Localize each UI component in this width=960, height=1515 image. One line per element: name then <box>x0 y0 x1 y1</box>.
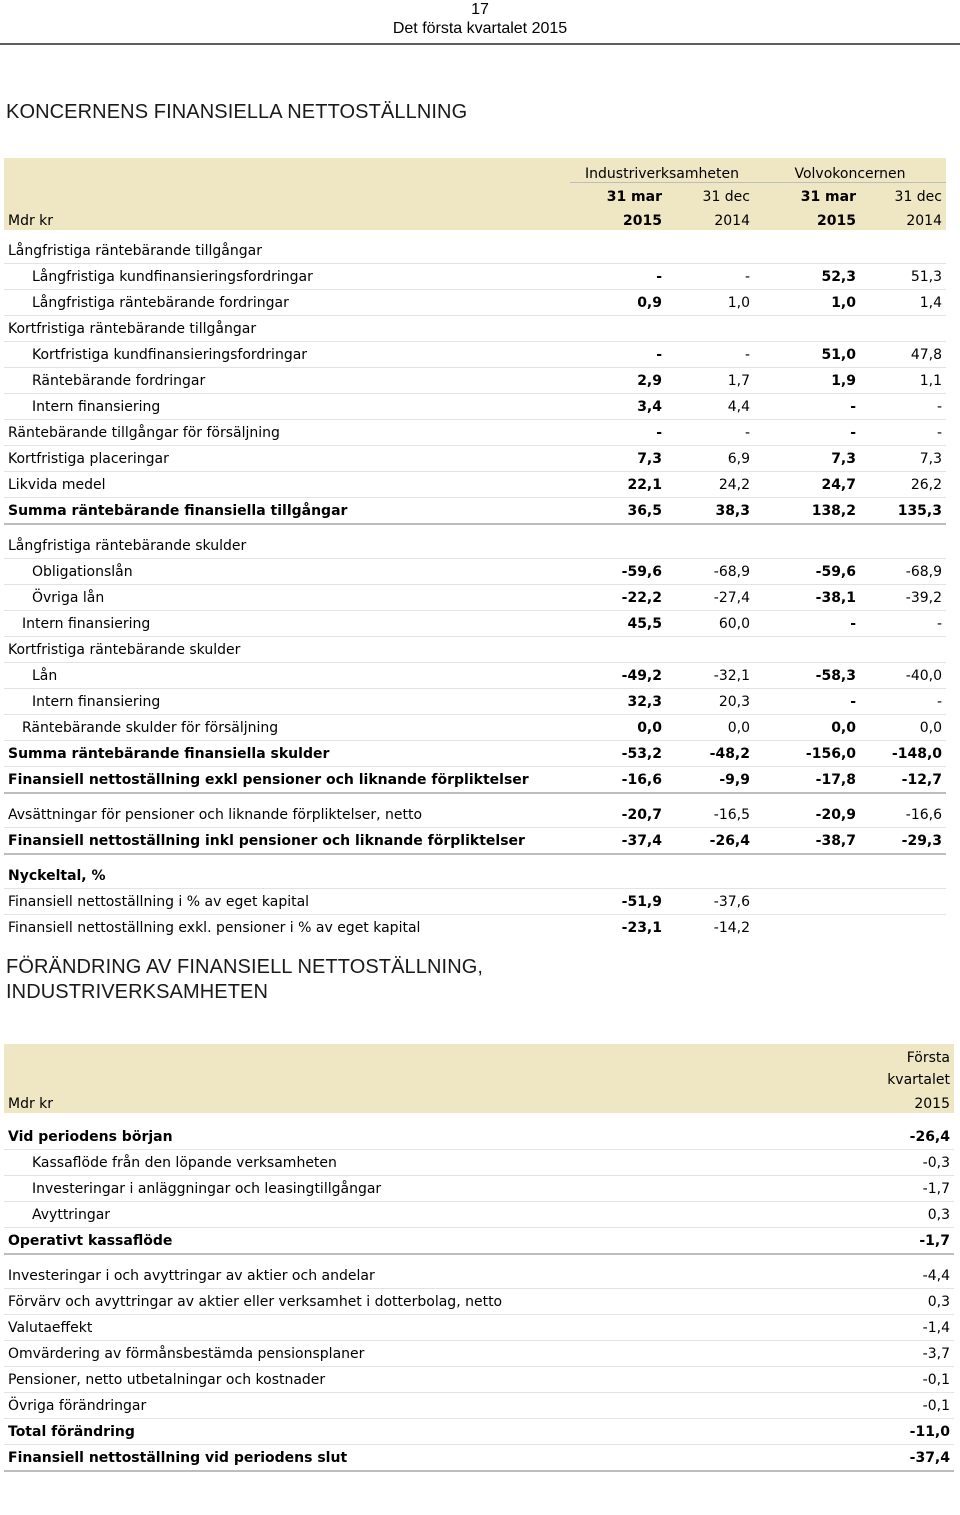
cell-value: -37,4 <box>570 828 666 855</box>
table-header-dates <box>4 183 946 206</box>
cell-value: -40,0 <box>860 663 946 689</box>
row-label: Långfristiga räntebärande tillgångar <box>4 238 570 264</box>
cell-value: 1,7 <box>666 368 754 394</box>
cell-value: 135,3 <box>860 498 946 525</box>
cell-value: 0,0 <box>860 715 946 741</box>
table-row <box>4 637 946 663</box>
cell-value: -20,9 <box>754 802 860 828</box>
cell-value: - <box>754 420 860 446</box>
table-row <box>4 368 946 394</box>
table-row <box>4 1176 954 1202</box>
table-row <box>4 915 946 941</box>
row-label: Långfristiga kundfinansieringsfordringar <box>4 264 570 290</box>
table-row-total <box>4 1228 954 1255</box>
cell-value: -51,9 <box>570 889 666 915</box>
cell-value: -1,4 <box>824 1315 954 1341</box>
cell-value: - <box>666 342 754 368</box>
cell-value: 0,0 <box>570 715 666 741</box>
cell-value: 1,4 <box>860 290 946 316</box>
table-row <box>4 863 946 889</box>
cell-value: 0,3 <box>824 1202 954 1228</box>
cell-value: - <box>666 264 754 290</box>
cell-value: -17,8 <box>754 767 860 794</box>
table-row <box>4 1202 954 1228</box>
cell-value: 24,7 <box>754 472 860 498</box>
group-industrial: Industriverksamheten <box>570 158 754 183</box>
cell-value: -29,3 <box>860 828 946 855</box>
table-row <box>4 1315 954 1341</box>
cell-value: 38,3 <box>666 498 754 525</box>
table-header <box>4 1044 954 1066</box>
cell-value: 20,3 <box>666 689 754 715</box>
cell-value: 60,0 <box>666 611 754 637</box>
col-header-date: 31 mar <box>570 183 666 206</box>
table-row-total <box>4 741 946 767</box>
table-row <box>4 316 946 342</box>
col-header-year: 2015 <box>570 205 666 230</box>
table-row <box>4 342 946 368</box>
cell-value: -68,9 <box>666 559 754 585</box>
cell-value: 52,3 <box>754 264 860 290</box>
cell-value: 1,0 <box>666 290 754 316</box>
cell-value: 138,2 <box>754 498 860 525</box>
row-label: Investeringar i anläggningar och leasingtillgångar <box>4 1176 824 1202</box>
col-header: kvartalet <box>824 1066 954 1088</box>
row-label: Valutaeffekt <box>4 1315 824 1341</box>
cell-value: -16,5 <box>666 802 754 828</box>
row-label: Lån <box>4 663 570 689</box>
cell-value: - <box>860 689 946 715</box>
col-header-date: 31 mar <box>754 183 860 206</box>
cell-value: 1,1 <box>860 368 946 394</box>
row-label: Summa räntebärande finansiella skulder <box>4 741 570 767</box>
row-label: Finansiell nettoställning inkl pensioner och liknande förpliktelser <box>4 828 570 855</box>
table-header <box>4 1066 954 1088</box>
row-label: Kortfristiga kundfinansieringsfordringar <box>4 342 570 368</box>
table-row-total <box>4 1419 954 1445</box>
table-row-total <box>4 828 946 855</box>
cell-value: -27,4 <box>666 585 754 611</box>
table-header <box>4 1088 954 1113</box>
table-row <box>4 1263 954 1289</box>
cell-value: -23,1 <box>621 919 662 936</box>
row-label: Finansiell nettoställning i % av eget kapital <box>4 889 570 915</box>
cell-value: 1,0 <box>754 290 860 316</box>
cell-value: - <box>754 394 860 420</box>
table-row <box>4 394 946 420</box>
cell-value: 47,8 <box>860 342 946 368</box>
page-number: 17 <box>471 1 489 18</box>
row-label: Kortfristiga räntebärande skulder <box>4 637 570 663</box>
row-label: Övriga lån <box>4 585 570 611</box>
table-header-years <box>4 205 946 230</box>
table-row <box>4 290 946 316</box>
cell-value: -1,7 <box>824 1176 954 1202</box>
row-label: Långfristiga räntebärande skulder <box>4 533 570 559</box>
row-label: Finansiell nettoställning exkl. pensioner i % av eget kapital <box>8 919 421 936</box>
cell-value: -53,2 <box>570 741 666 767</box>
cell-value: -4,4 <box>824 1263 954 1289</box>
cell-value: 26,2 <box>860 472 946 498</box>
cell-value: -20,7 <box>570 802 666 828</box>
row-label: Operativt kassaflöde <box>4 1228 824 1255</box>
cell-value: - <box>860 611 946 637</box>
unit-label: Mdr kr <box>4 205 570 230</box>
cell-value: -3,7 <box>824 1341 954 1367</box>
cell-value: 0,0 <box>754 715 860 741</box>
table-row <box>4 585 946 611</box>
table-row <box>4 1367 954 1393</box>
cell-value: -58,3 <box>754 663 860 689</box>
cell-value: 2,9 <box>570 368 666 394</box>
report-title: Det första kvartalet 2015 <box>392 20 568 37</box>
row-label: Nyckeltal, % <box>4 863 570 889</box>
cell-value: - <box>860 420 946 446</box>
cell-value: 4,4 <box>666 394 754 420</box>
cell-value: - <box>754 689 860 715</box>
cell-value: - <box>570 342 666 368</box>
cell-value: 24,2 <box>666 472 754 498</box>
cell-value: -16,6 <box>570 767 666 794</box>
cell-value: -1,7 <box>824 1228 954 1255</box>
section-title-financial-position: KONCERNENS FINANSIELLA NETTOSTÄLLNING <box>6 101 468 123</box>
cell-value: -26,4 <box>666 828 754 855</box>
cell-value: - <box>570 264 666 290</box>
cell-value: -148,0 <box>860 741 946 767</box>
cell-value: 7,3 <box>860 446 946 472</box>
cell-value: 32,3 <box>570 689 666 715</box>
cell-value: 51,3 <box>860 264 946 290</box>
table-row <box>4 533 946 559</box>
cell-value: 0,9 <box>570 290 666 316</box>
table-row-total <box>4 498 946 525</box>
cell-value: -32,1 <box>666 663 754 689</box>
cell-value: -11,0 <box>824 1419 954 1445</box>
row-label: Kortfristiga räntebärande tillgångar <box>4 316 570 342</box>
cell-value: -0,1 <box>824 1367 954 1393</box>
row-label: Obligationslån <box>4 559 570 585</box>
change-in-net-financial-position-table <box>4 1044 954 1472</box>
cell-value: - <box>666 420 754 446</box>
cell-value: -0,3 <box>824 1150 954 1176</box>
section-title-change-line1: FÖRÄNDRING AV FINANSIELL NETTOSTÄLLNING, <box>6 956 484 978</box>
cell-value: -39,2 <box>860 585 946 611</box>
row-label: Övriga förändringar <box>4 1393 824 1419</box>
table-row <box>4 689 946 715</box>
cell-value: - <box>570 420 666 446</box>
cell-value: -38,1 <box>754 585 860 611</box>
cell-value: 1,9 <box>754 368 860 394</box>
table-row <box>4 715 946 741</box>
cell-value: -59,6 <box>570 559 666 585</box>
cell-value: -38,7 <box>754 828 860 855</box>
cell-value: -68,9 <box>860 559 946 585</box>
cell-value: -16,6 <box>860 802 946 828</box>
col-header-year: 2014 <box>666 205 754 230</box>
table-row <box>4 420 946 446</box>
table-row <box>4 802 946 828</box>
row-label: Omvärdering av förmånsbestämda pensionsplaner <box>4 1341 824 1367</box>
cell-value: 3,4 <box>570 394 666 420</box>
cell-value: 0,3 <box>824 1289 954 1315</box>
row-label: Avyttringar <box>4 1202 824 1228</box>
table-row <box>4 611 946 637</box>
section-title-change-line2: INDUSTRIVERKSAMHETEN <box>6 981 269 1003</box>
group-volvo-group: Volvokoncernen <box>754 158 946 183</box>
row-label: Summa räntebärande finansiella tillgångar <box>4 498 570 525</box>
header-rule <box>0 43 960 45</box>
cell-value: -49,2 <box>570 663 666 689</box>
table-row <box>4 472 946 498</box>
cell-value: 0,0 <box>666 715 754 741</box>
cell-value: 6,9 <box>666 446 754 472</box>
table-row-total <box>4 767 946 794</box>
cell-value: - <box>754 611 860 637</box>
row-label: Avsättningar för pensioner och liknande förpliktelser, netto <box>4 802 570 828</box>
row-label: Förvärv och avyttringar av aktier eller verksamhet i dotterbolag, netto <box>4 1289 824 1315</box>
cell-value: -22,2 <box>570 585 666 611</box>
col-header: 2015 <box>824 1088 954 1113</box>
row-label: Finansiell nettoställning vid periodens slut <box>4 1445 824 1472</box>
cell-value: -37,4 <box>824 1445 954 1472</box>
table-row <box>4 559 946 585</box>
row-label: Total förändring <box>4 1419 824 1445</box>
table-row <box>4 1341 954 1367</box>
cell-value: -14,2 <box>713 919 750 936</box>
unit-label: Mdr kr <box>4 1088 824 1113</box>
cell-value: -26,4 <box>824 1124 954 1150</box>
col-header-year: 2015 <box>754 205 860 230</box>
cell-value: - <box>860 394 946 420</box>
table-row <box>4 1393 954 1419</box>
table-row <box>4 238 946 264</box>
financial-position-table <box>4 158 946 940</box>
cell-value: 51,0 <box>754 342 860 368</box>
cell-value: -37,6 <box>666 889 754 915</box>
row-label: Långfristiga räntebärande fordringar <box>4 290 570 316</box>
row-label: Intern finansiering <box>4 689 570 715</box>
table-header-groups <box>4 158 946 183</box>
cell-value: -12,7 <box>860 767 946 794</box>
col-header-date: 31 dec <box>860 183 946 206</box>
row-label: Räntebärande tillgångar för försäljning <box>4 420 570 446</box>
table-row <box>4 1289 954 1315</box>
col-header-date: 31 dec <box>666 183 754 206</box>
row-label: Investeringar i och avyttringar av aktier och andelar <box>4 1263 824 1289</box>
table-row <box>4 889 946 915</box>
table-row <box>4 446 946 472</box>
cell-value: 36,5 <box>570 498 666 525</box>
cell-value: -156,0 <box>754 741 860 767</box>
table-row-total <box>4 1445 954 1472</box>
table-row <box>4 663 946 689</box>
cell-value: 7,3 <box>754 446 860 472</box>
row-label: Kassaflöde från den löpande verksamheten <box>4 1150 824 1176</box>
table-row <box>4 264 946 290</box>
cell-value: 7,3 <box>570 446 666 472</box>
cell-value: 45,5 <box>570 611 666 637</box>
row-label: Finansiell nettoställning exkl pensioner och liknande förpliktelser <box>4 767 570 794</box>
row-label: Räntebärande fordringar <box>4 368 570 394</box>
cell-value: -59,6 <box>754 559 860 585</box>
cell-value: 22,1 <box>570 472 666 498</box>
row-label: Pensioner, netto utbetalningar och kostnader <box>4 1367 824 1393</box>
col-header-year: 2014 <box>860 205 946 230</box>
row-label: Vid periodens början <box>4 1124 824 1150</box>
cell-value: -9,9 <box>666 767 754 794</box>
row-label: Räntebärande skulder för försäljning <box>4 715 570 741</box>
row-label: Likvida medel <box>4 472 570 498</box>
row-label: Kortfristiga placeringar <box>4 446 570 472</box>
table-row <box>4 1150 954 1176</box>
table-row-total <box>4 1124 954 1150</box>
cell-value: -0,1 <box>824 1393 954 1419</box>
cell-value: -48,2 <box>666 741 754 767</box>
page-header <box>0 0 960 39</box>
row-label: Intern finansiering <box>4 611 570 637</box>
row-label: Intern finansiering <box>4 394 570 420</box>
col-header: Första <box>824 1044 954 1066</box>
